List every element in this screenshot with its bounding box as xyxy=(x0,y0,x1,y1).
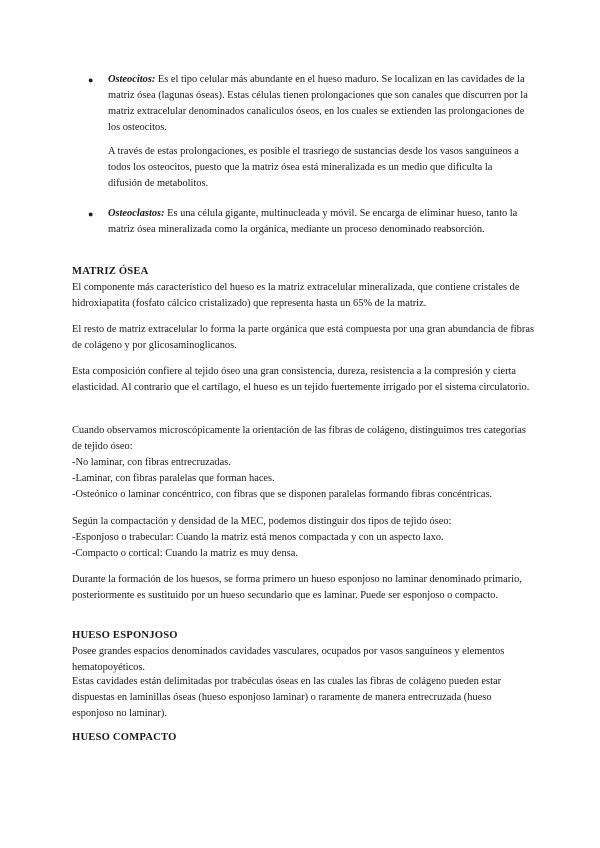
esponjoso-paragraph-1: Posee grandes espacios denominados cavidades vasculares, ocupados por vasos sanguíneos y elementos hematopoyéticos. xyxy=(72,646,505,673)
osteocitos-subparagraph: A través de estas prolongaciones, es posible el trasriego de sustancias desde los vasos sanguíneos a todos los osteocitos, puesto que la matriz ósea está mineralizada es un medio que dificulta la difusión de metabolitos. xyxy=(108,146,519,189)
bullet-dot-icon: ● xyxy=(88,209,94,219)
matriz-paragraph-6: Durante la formación de los huesos, se forma primero un hueso esponjoso no laminar denominado primario, posteriormente es sustituido por un hueso secundario que es laminar. Puede ser esponjoso o compacto. xyxy=(72,574,522,601)
fiber-orientation-intro: Cuando observamos microscópicamente la orientación de las fibras de colágeno, distinguimos tres categorías de tejido óseo: xyxy=(72,425,526,452)
esponjoso-paragraph-2: Estas cavidades están delimitadas por trabéculas óseas en las cuales las fibras de colágeno pueden estar dispuestas en laminillas óseas (hueso esponjoso laminar) o raramente de manera entrecruzada (hueso esponjoso no laminar). xyxy=(72,676,502,719)
matriz-paragraph-5 xyxy=(72,514,534,562)
list-item: -No laminar, con fibras entrecruzadas. xyxy=(72,457,231,468)
osteoclastos-term: Osteoclastos: xyxy=(108,208,165,219)
list-item: -Esponjoso o trabecular: Cuando la matriz está menos compactada y con un aspecto laxo. xyxy=(72,532,444,543)
matriz-paragraph-4 xyxy=(72,423,534,503)
list-item: -Laminar, con fibras paralelas que forman haces. xyxy=(72,473,275,484)
heading-matriz-osea: MATRIZ ÓSEA xyxy=(72,266,149,277)
matriz-paragraph-2: El resto de matriz extracelular lo forma la parte orgánica que está compuesta por una gran abundancia de fibras de colágeno y por glicosaminoglicanos. xyxy=(72,324,534,351)
osteocitos-text: Es el tipo celular más abundante en el hueso maduro. Se localizan en las cavidades de la matriz ósea (lagunas óseas). Estas células tienen prolongaciones que son canales que discurren por la matriz extracelular denominados canalículos óseos, en los cuales se extienden las prolongaciones de los osteocitos. xyxy=(108,74,528,133)
list-item: -Compacto o cortical: Cuando la matriz es muy densa. xyxy=(72,548,298,559)
matriz-paragraph-3: Esta composición confiere al tejido óseo una gran consistencia, dureza, resistencia a la compresión y cierta elasticidad. Al contrario que el cartílago, el hueso es un tejido fuertemente irrigado por el sistema circulatorio. xyxy=(72,366,530,393)
osteocitos-term: Osteocitos: xyxy=(108,74,156,85)
matriz-paragraph-1: El componente más característico del hueso es la matriz extracelular mineralizada, que contiene cristales de hidroxiapatita (fosfato cálcico cristalizado) que representa hasta un 65% de la matriz. xyxy=(72,282,520,309)
bullet-dot-icon: ● xyxy=(88,75,94,85)
compaction-intro: Según la compactación y densidad de la MEC, podemos distinguir dos tipos de tejido óseo: xyxy=(72,516,452,527)
heading-hueso-esponjoso: HUESO ESPONJOSO xyxy=(72,630,178,641)
osteoclastos-text: Es una célula gigante, multinucleada y móvil. Se encarga de eliminar hueso, tanto la matriz ósea mineralizada como la orgánica, mediante un proceso denominado reabsorción. xyxy=(108,208,518,235)
osteocitos-paragraph xyxy=(108,72,528,136)
heading-hueso-compacto: HUESO COMPACTO xyxy=(72,732,177,743)
bullet-osteocitos xyxy=(88,72,528,136)
list-item: -Osteónico o laminar concéntrico, con fibras que se disponen paralelas formando fibras concéntricas. xyxy=(72,489,493,500)
bullet-osteoclastos xyxy=(88,206,528,238)
osteoclastos-paragraph xyxy=(108,206,528,238)
